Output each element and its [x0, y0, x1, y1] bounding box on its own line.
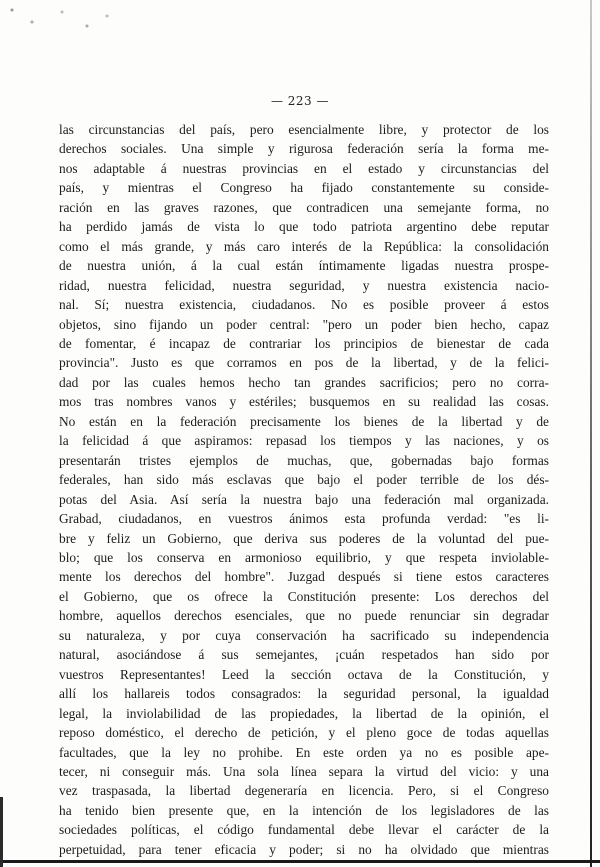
text-line: presentarán tristes ejemplos de muchas, que, gobernadas bajo formas [59, 452, 549, 468]
text-line: natural, asociándose á sus semejantes, ¡cuán respetados han sido por [59, 647, 549, 663]
text-line: nal. Sí; nuestra existencia, ciudadanos. No es posible proveer á estos [59, 297, 549, 313]
text-line: facultades, que la ley no prohibe. En este orden ya no es posible ape- [59, 744, 549, 760]
text-line: ración en las graves razones, que contradicen una semejante forma, no [59, 199, 549, 215]
text-line: país, y mientras el Congreso ha fijado constantemente su conside- [59, 180, 549, 196]
text-line: derechos sociales. Una simple y rigurosa federación sería la forma me- [59, 141, 549, 157]
text-line: ridad, nuestra felicidad, nuestra seguridad, y nuestra existencia nacio- [59, 277, 549, 293]
text-line: No están en la federación precisamente los bienes de la libertad y de [59, 413, 549, 429]
page-number: — 223 — [270, 94, 330, 108]
body-text [59, 120, 549, 859]
scan-speckle [2, 2, 122, 42]
text-line: sociedades políticas, el código fundamental debe llevar el carácter de la [59, 822, 549, 838]
text-line: perpetuidad, para tener eficacia y poder; si no ha olvidado que mientras [59, 841, 549, 857]
text-line: bre y feliz un Gobierno, que deriva sus poderes de la voluntad del pue- [59, 530, 549, 546]
text-line: provincia". Justo es que corramos en pos de la libertad, y de la felici- [59, 355, 549, 371]
text-line: Grabad, ciudadanos, en vuestros ánimos esta profunda verdad: "es li- [59, 511, 549, 527]
text-line: objetos, sino fijando un poder central: "pero un poder bien hecho, capaz [59, 316, 549, 332]
text-line: de nuestra unión, á la cual están íntimamente ligadas nuestra prospe- [59, 258, 549, 274]
text-line: blo; que los conserva en armonioso equilibrio, y que respeta inviolable- [59, 549, 549, 565]
text-line: su naturaleza, y por cuya conservación ha sacrificado su independencia [59, 627, 549, 643]
text-line: las circunstancias del país, pero esencialmente libre, y protector de los [59, 122, 549, 137]
scan-edge-right [590, 0, 592, 867]
text-line: federales, han sido más esclavas que bajo el poder terrible de los dés- [59, 472, 549, 488]
text-line: como el más grande, y más caro interés de la República: la consolidación [59, 238, 549, 254]
text-line: hombre, aquellos derechos esenciales, que no puede renunciar sin degradar [59, 608, 549, 624]
scan-edge-left [0, 797, 3, 867]
text-line: la felicidad á que aspiramos: repasad los tiempos y las naciones, y os [59, 433, 549, 449]
text-line: ha perdido jamás de vista lo que todo patriota argentino debe reputar [59, 219, 549, 235]
text-line: dad por las cuales hemos hecho tan grandes sacrificios; pero no corra- [59, 374, 549, 390]
text-line: allí los hallareis todos consagrados: la seguridad personal, la igualdad [59, 686, 549, 702]
text-line: reposo doméstico, el derecho de petición, y el pleno goce de todas aquellas [59, 725, 549, 741]
text-line: ha tenido bien presente que, en la intención de los legisladores de las [59, 802, 549, 818]
text-line: vez traspasada, la libertad degeneraría en licencia. Pero, si el Congreso [59, 783, 549, 799]
text-line: potas del Asia. Así sería la nuestra bajo una federación mal organizada. [59, 491, 549, 507]
text-line: vuestros Representantes! Leed la sección octava de la Constitución, y [59, 666, 549, 682]
text-line: mente los derechos del hombre". Juzgad después si tiene estos caracteres [59, 569, 549, 585]
text-line: tecer, ni conseguir más. Una sola línea separa la virtud del vicio: y una [59, 763, 549, 779]
text-line: mos tras nombres vanos y estériles; busquemos en su realidad las cosas. [59, 394, 549, 410]
text-line: nos adaptable á nuestras provincias en el estado y circunstancias del [59, 160, 549, 176]
scan-edge-bottom [0, 860, 600, 863]
text-line: el Gobierno, que os ofrece la Constitución presente: Los derechos del [59, 588, 549, 604]
text-line: de fomentar, é incapaz de contrariar los principios de bienestar de cada [59, 335, 549, 351]
text-line: legal, la inviolabilidad de las propiedades, la libertad de la opinión, el [59, 705, 549, 721]
